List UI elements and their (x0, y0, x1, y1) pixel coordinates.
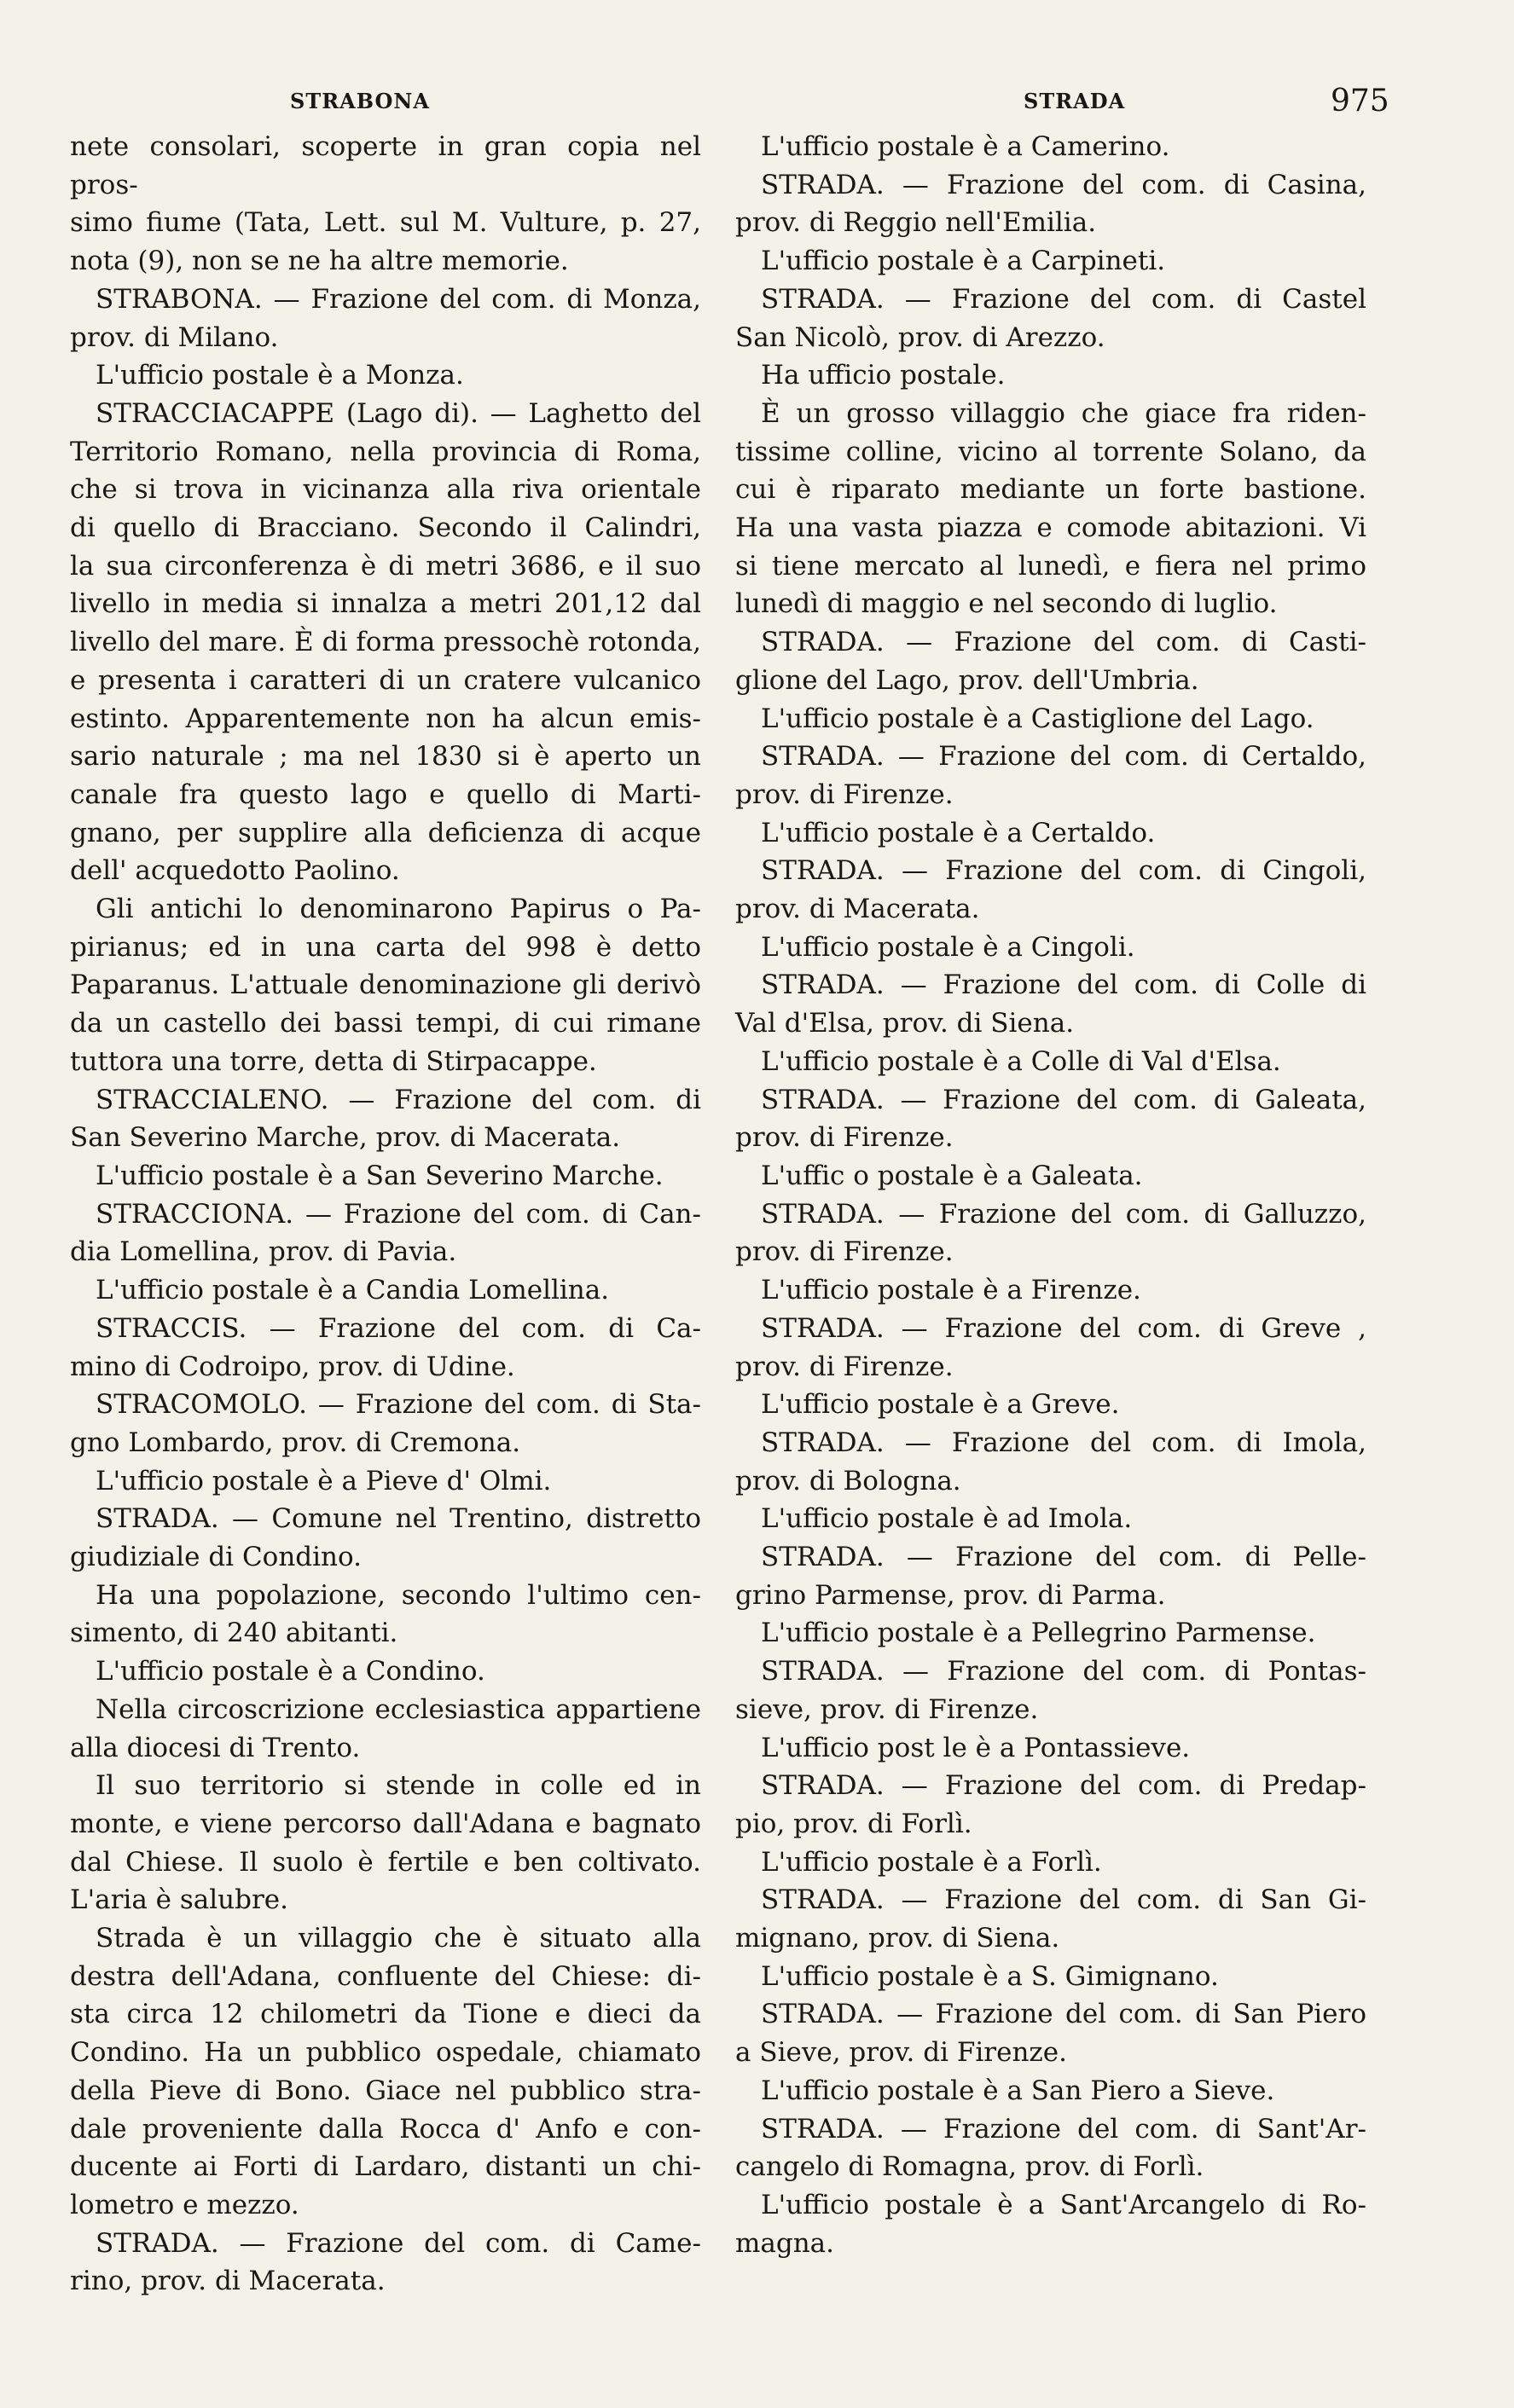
text-line: STRADA. — Frazione del com. di Galluzzo, (761, 1198, 1366, 1230)
text-line: L'ufficio postale è a Camerino. (761, 131, 1170, 162)
text-line: STRADA. — Frazione del com. di Greve , (761, 1312, 1366, 1344)
text-line: L'uffic o postale è a Galeata. (761, 1160, 1143, 1191)
text-line: Ha ufficio postale. (761, 360, 1006, 391)
text-line: L'ufficio postale è a Castiglione del Lago. (761, 703, 1314, 734)
text-line: dell' acquedotto Paolino. (70, 855, 400, 887)
text-line: STRACCIONA. — Frazione del com. di Can- (96, 1198, 701, 1230)
text-line: STRACCIACAPPE (Lago di). — Laghetto del (96, 397, 701, 429)
text-line: L'ufficio postale è a Condino. (96, 1656, 485, 1687)
text-line: monte, e viene percorso dall'Adana e bagnato (70, 1808, 701, 1839)
text-line: canale fra questo lago e quello di Marti- (70, 779, 701, 810)
page-number: 975 (1331, 84, 1389, 119)
text-line: STRADA. — Frazione del com. di Casina, (761, 169, 1366, 200)
text-line: la sua circonferenza è di metri 3686, e il suo (70, 550, 701, 582)
text-line: L'ufficio post le è a Pontassieve. (761, 1732, 1191, 1763)
text-line: STRADA. — Frazione del com. di San Gi- (761, 1884, 1366, 1916)
text-line: di quello di Bracciano. Secondo il Calindri, (70, 512, 701, 544)
text-line: È un grosso villaggio che giace fra riden- (761, 397, 1366, 429)
text-line: sieve, prov. di Firenze. (735, 1693, 1039, 1725)
text-line: giudiziale di Condino. (70, 1542, 362, 1573)
text-line: Condino. Ha un pubblico ospedale, chiamato (70, 2037, 701, 2069)
text-line: STRADA. — Frazione del com. di Imola, (761, 1427, 1366, 1458)
text-line: STRADA. — Comune nel Trentino, distretto (96, 1503, 701, 1535)
text-line: L'ufficio postale è a Pieve d' Olmi. (96, 1465, 552, 1496)
text-line: L'ufficio postale è a S. Gimignano. (761, 1960, 1219, 1992)
text-line: L'ufficio postale è a San Piero a Sieve. (761, 2075, 1275, 2106)
text-line: sta circa 12 chilometri da Tione e dieci da (70, 1999, 701, 2030)
text-line: STRADA. — Frazione del com. di Castel (761, 283, 1366, 315)
text-line: glione del Lago, prov. dell'Umbria. (735, 664, 1199, 696)
text-line: livello in media si innalza a metri 201,12 dal (70, 588, 701, 620)
text-line: a Sieve, prov. di Firenze. (735, 2037, 1067, 2069)
text-line: lunedì di maggio e nel secondo di luglio. (735, 588, 1278, 620)
text-line: nete consolari, scoperte in gran copia nel pros- (70, 131, 701, 200)
text-line: L'ufficio postale è a Forlì. (761, 1846, 1102, 1878)
text-line: L'ufficio postale è a Carpineti. (761, 246, 1166, 277)
text-line: L'aria è salubre. (70, 1884, 288, 1916)
text-line: che si trova in vicinanza alla riva orientale (70, 474, 701, 506)
text-line: livello del mare. È di forma pressochè rotonda, (70, 627, 701, 658)
text-line: alla diocesi di Trento. (70, 1732, 361, 1763)
text-line: STRADA. — Frazione del com. di Sant'Ar- (761, 2113, 1366, 2145)
text-line: prov. di Firenze. (735, 779, 954, 810)
text-line: STRACCIALENO. — Frazione del com. di (96, 1084, 701, 1115)
text-line: gnano, per supplire alla deficienza di acque (70, 817, 701, 848)
text-line: si tiene mercato al lunedì, e fiera nel primo (735, 550, 1366, 582)
text-line: prov. di Milano. (70, 321, 279, 353)
text-line: della Pieve di Bono. Giace nel pubblico stra- (70, 2075, 701, 2106)
page-header (0, 84, 1514, 131)
text-line: STRADA. — Frazione del com. di Came- (96, 2227, 701, 2259)
text-line: lometro e mezzo. (70, 2189, 299, 2220)
text-line: Territorio Romano, nella provincia di Roma, (70, 436, 701, 467)
text-line: tuttora una torre, detta di Stirpacappe. (70, 1045, 597, 1077)
text-line: rino, prov. di Macerata. (70, 2266, 386, 2297)
text-line: Paparanus. L'attuale denominazione gli derivò (70, 970, 701, 1001)
text-line: nota (9), non se ne ha altre memorie. (70, 246, 569, 277)
text-line: L'ufficio postale è a Pellegrino Parmense. (761, 1618, 1316, 1649)
left-column (70, 128, 701, 2301)
text-line: dal Chiese. Il suolo è fertile e ben coltivato. (70, 1846, 701, 1878)
text-line: L'ufficio postale è a San Severino Marche. (96, 1160, 664, 1191)
text-line: Ha una vasta piazza e comode abitazioni. Vi (735, 512, 1366, 544)
text-line: prov. di Reggio nell'Emilia. (735, 207, 1097, 239)
text-line: STRADA. — Frazione del com. di Certaldo, (761, 741, 1366, 773)
text-line: simo fiume (Tata, Lett. sul M. Vulture, p. 27, (70, 207, 701, 239)
text-line: STRADA. — Frazione del com. di Galeata, (761, 1084, 1366, 1115)
text-line: L'ufficio postale è a Greve. (761, 1389, 1120, 1421)
text-line: STRADA. — Frazione del com. di Pontas- (761, 1656, 1366, 1687)
running-head-center: STRADA (1024, 89, 1126, 113)
text-line: San Severino Marche, prov. di Macerata. (70, 1122, 621, 1154)
text-line: STRADA. — Frazione del com. di Cingoli, (761, 855, 1366, 887)
text-line: L'ufficio postale è a Firenze. (761, 1275, 1141, 1306)
text-line: cui è riparato mediante un forte bastione. (735, 474, 1366, 506)
text-line: STRADA. — Frazione del com. di Predap- (761, 1770, 1366, 1802)
text-line: Ha una popolazione, secondo l'ultimo cen- (96, 1579, 701, 1611)
text-line: STRADA. — Frazione del com. di Colle di (761, 970, 1366, 1001)
text-line: pirianus; ed in una carta del 998 è detto (70, 931, 701, 963)
text-line: simento, di 240 abitanti. (70, 1618, 398, 1649)
text-line: L'ufficio postale è a Monza. (96, 360, 464, 391)
text-line: da un castello dei bassi tempi, di cui rimane (70, 1008, 701, 1039)
text-line: gno Lombardo, prov. di Cremona. (70, 1427, 521, 1458)
text-line: mignano, prov. di Siena. (735, 1923, 1060, 1954)
text-line: STRADA. — Frazione del com. di Pelle- (761, 1542, 1366, 1573)
text-line: L'ufficio postale è a Certaldo. (761, 817, 1156, 848)
text-line: prov. di Bologna. (735, 1465, 961, 1496)
right-column (735, 128, 1366, 2262)
text-line: magna. (735, 2227, 835, 2259)
text-line: e presenta i caratteri di un cratere vulcanico (70, 664, 701, 696)
text-line: pio, prov. di Forlì. (735, 1808, 972, 1839)
text-line: L'ufficio postale è a Cingoli. (761, 931, 1135, 963)
text-line: dale proveniente dalla Rocca d' Anfo e con- (70, 2113, 701, 2145)
text-line: mino di Codroipo, prov. di Udine. (70, 1351, 515, 1382)
text-line: tissime colline, vicino al torrente Solano, da (735, 436, 1366, 467)
running-head-left: STRABONA (290, 89, 430, 113)
text-line: San Nicolò, prov. di Arezzo. (735, 321, 1105, 353)
text-line: Il suo territorio si stende in colle ed in (96, 1770, 701, 1802)
text-line: Nella circoscrizione ecclesiastica appartiene (96, 1693, 701, 1725)
text-line: Val d'Elsa, prov. di Siena. (735, 1008, 1075, 1039)
text-line: prov. di Firenze. (735, 1351, 954, 1382)
text-line: L'ufficio postale è ad Imola. (761, 1503, 1133, 1535)
text-line: Gli antichi lo denominarono Papirus o Pa- (96, 894, 701, 925)
text-line: sario naturale ; ma nel 1830 si è aperto un (70, 741, 701, 773)
text-line: ducente ai Forti di Lardaro, distanti un chi- (70, 2151, 701, 2183)
text-line: cangelo di Romagna, prov. di Forlì. (735, 2151, 1204, 2183)
text-line: prov. di Firenze. (735, 1236, 954, 1268)
text-line: STRADA. — Frazione del com. di Casti- (761, 627, 1366, 658)
text-line: destra dell'Adana, confluente del Chiese: di- (70, 1960, 701, 1992)
text-line: L'ufficio postale è a Candia Lomellina. (96, 1275, 610, 1306)
text-line: estinto. Apparentemente non ha alcun emis- (70, 703, 701, 734)
text-line: STRADA. — Frazione del com. di San Piero (761, 1999, 1366, 2030)
text-line: STRACCIS. — Frazione del com. di Ca- (96, 1312, 701, 1344)
text-line: L'ufficio postale è a Sant'Arcangelo di Ro- (761, 2189, 1366, 2220)
text-line: dia Lomellina, prov. di Pavia. (70, 1236, 457, 1268)
text-line: Strada è un villaggio che è situato alla (96, 1923, 701, 1954)
text-line: grino Parmense, prov. di Parma. (735, 1579, 1166, 1611)
text-line: STRACOMOLO. — Frazione del com. di Sta- (96, 1389, 701, 1421)
text-line: L'ufficio postale è a Colle di Val d'Elsa. (761, 1045, 1281, 1077)
text-line: STRABONA. — Frazione del com. di Monza, (96, 283, 701, 315)
text-line: prov. di Firenze. (735, 1122, 954, 1154)
text-line: prov. di Macerata. (735, 894, 980, 925)
